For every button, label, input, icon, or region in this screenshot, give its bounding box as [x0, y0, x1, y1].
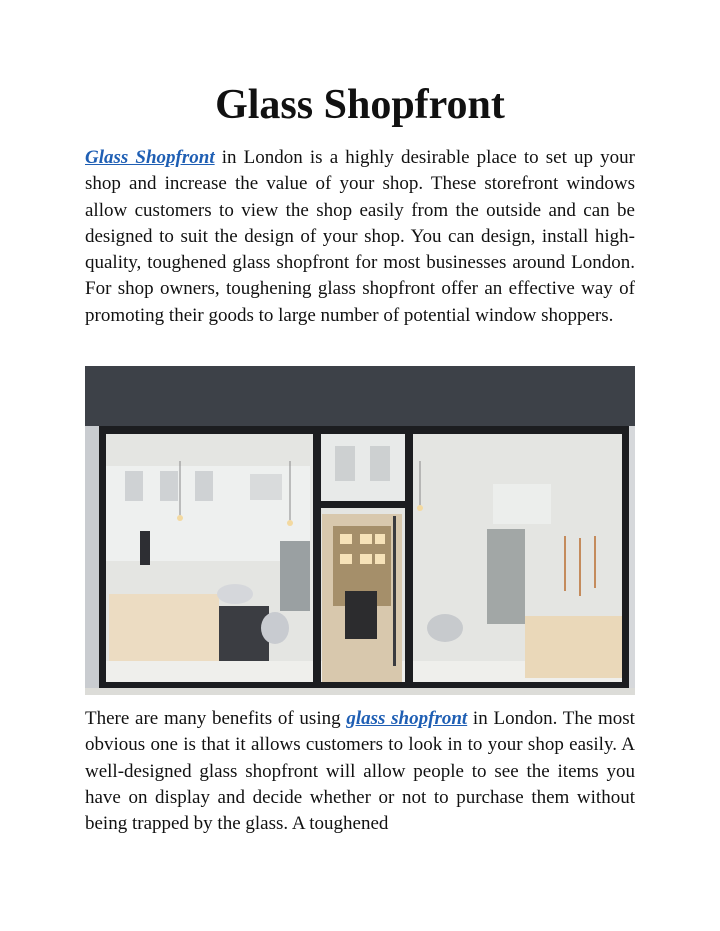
door-handle — [393, 516, 396, 666]
intro-paragraph — [85, 145, 635, 329]
page-title: Glass Shopfront — [215, 82, 505, 128]
shop-fascia — [85, 366, 635, 426]
wooden-bench — [525, 616, 625, 678]
benefits-text-after: in London. The most obvious one is that it allows customers to look in to your shop easily. A well-designed glass shopfront will allow people to see the items you have on display and decide whether or not to purchase them without being trapped by the glass. A toughened — [85, 708, 635, 835]
glass-shopfront-link[interactable]: Glass Shopfront — [85, 147, 215, 168]
bottom-frame — [99, 682, 629, 688]
top-frame — [99, 426, 629, 434]
tiled-column — [487, 529, 525, 624]
benefits-paragraph — [85, 706, 635, 837]
door-frame-right — [405, 426, 413, 688]
left-frame — [99, 426, 106, 688]
glass-shopfront-link-2[interactable]: glass shopfront — [346, 708, 468, 729]
barber-chair — [261, 612, 289, 644]
transom-frame — [313, 501, 413, 508]
right-frame — [622, 426, 629, 688]
barber-chair-right — [427, 614, 463, 642]
benefits-text-before: There are many benefits of using — [85, 708, 347, 729]
building-left-wall — [85, 426, 99, 695]
intro-paragraph-text: in London is a highly desirable place to set up your shop and increase the value of your shop. These storefront windows allow customers to view the shop easily from the outside and can be designed to suit the design of your shop. You can design, install high-quality, toughened glass shopfront for most businesses around London. For shop owners, toughening glass shopfront offer an effective way of promoting their goods to large number of potential window shoppers. — [85, 147, 635, 326]
chalkboard-sign — [345, 591, 377, 639]
transom-window — [321, 434, 405, 501]
door-frame-left — [313, 426, 321, 688]
wall-sign — [140, 531, 150, 565]
sidewalk — [85, 688, 635, 695]
shopfront-photo — [85, 366, 635, 695]
building-right-wall — [629, 426, 635, 695]
tiled-wall — [280, 541, 310, 611]
